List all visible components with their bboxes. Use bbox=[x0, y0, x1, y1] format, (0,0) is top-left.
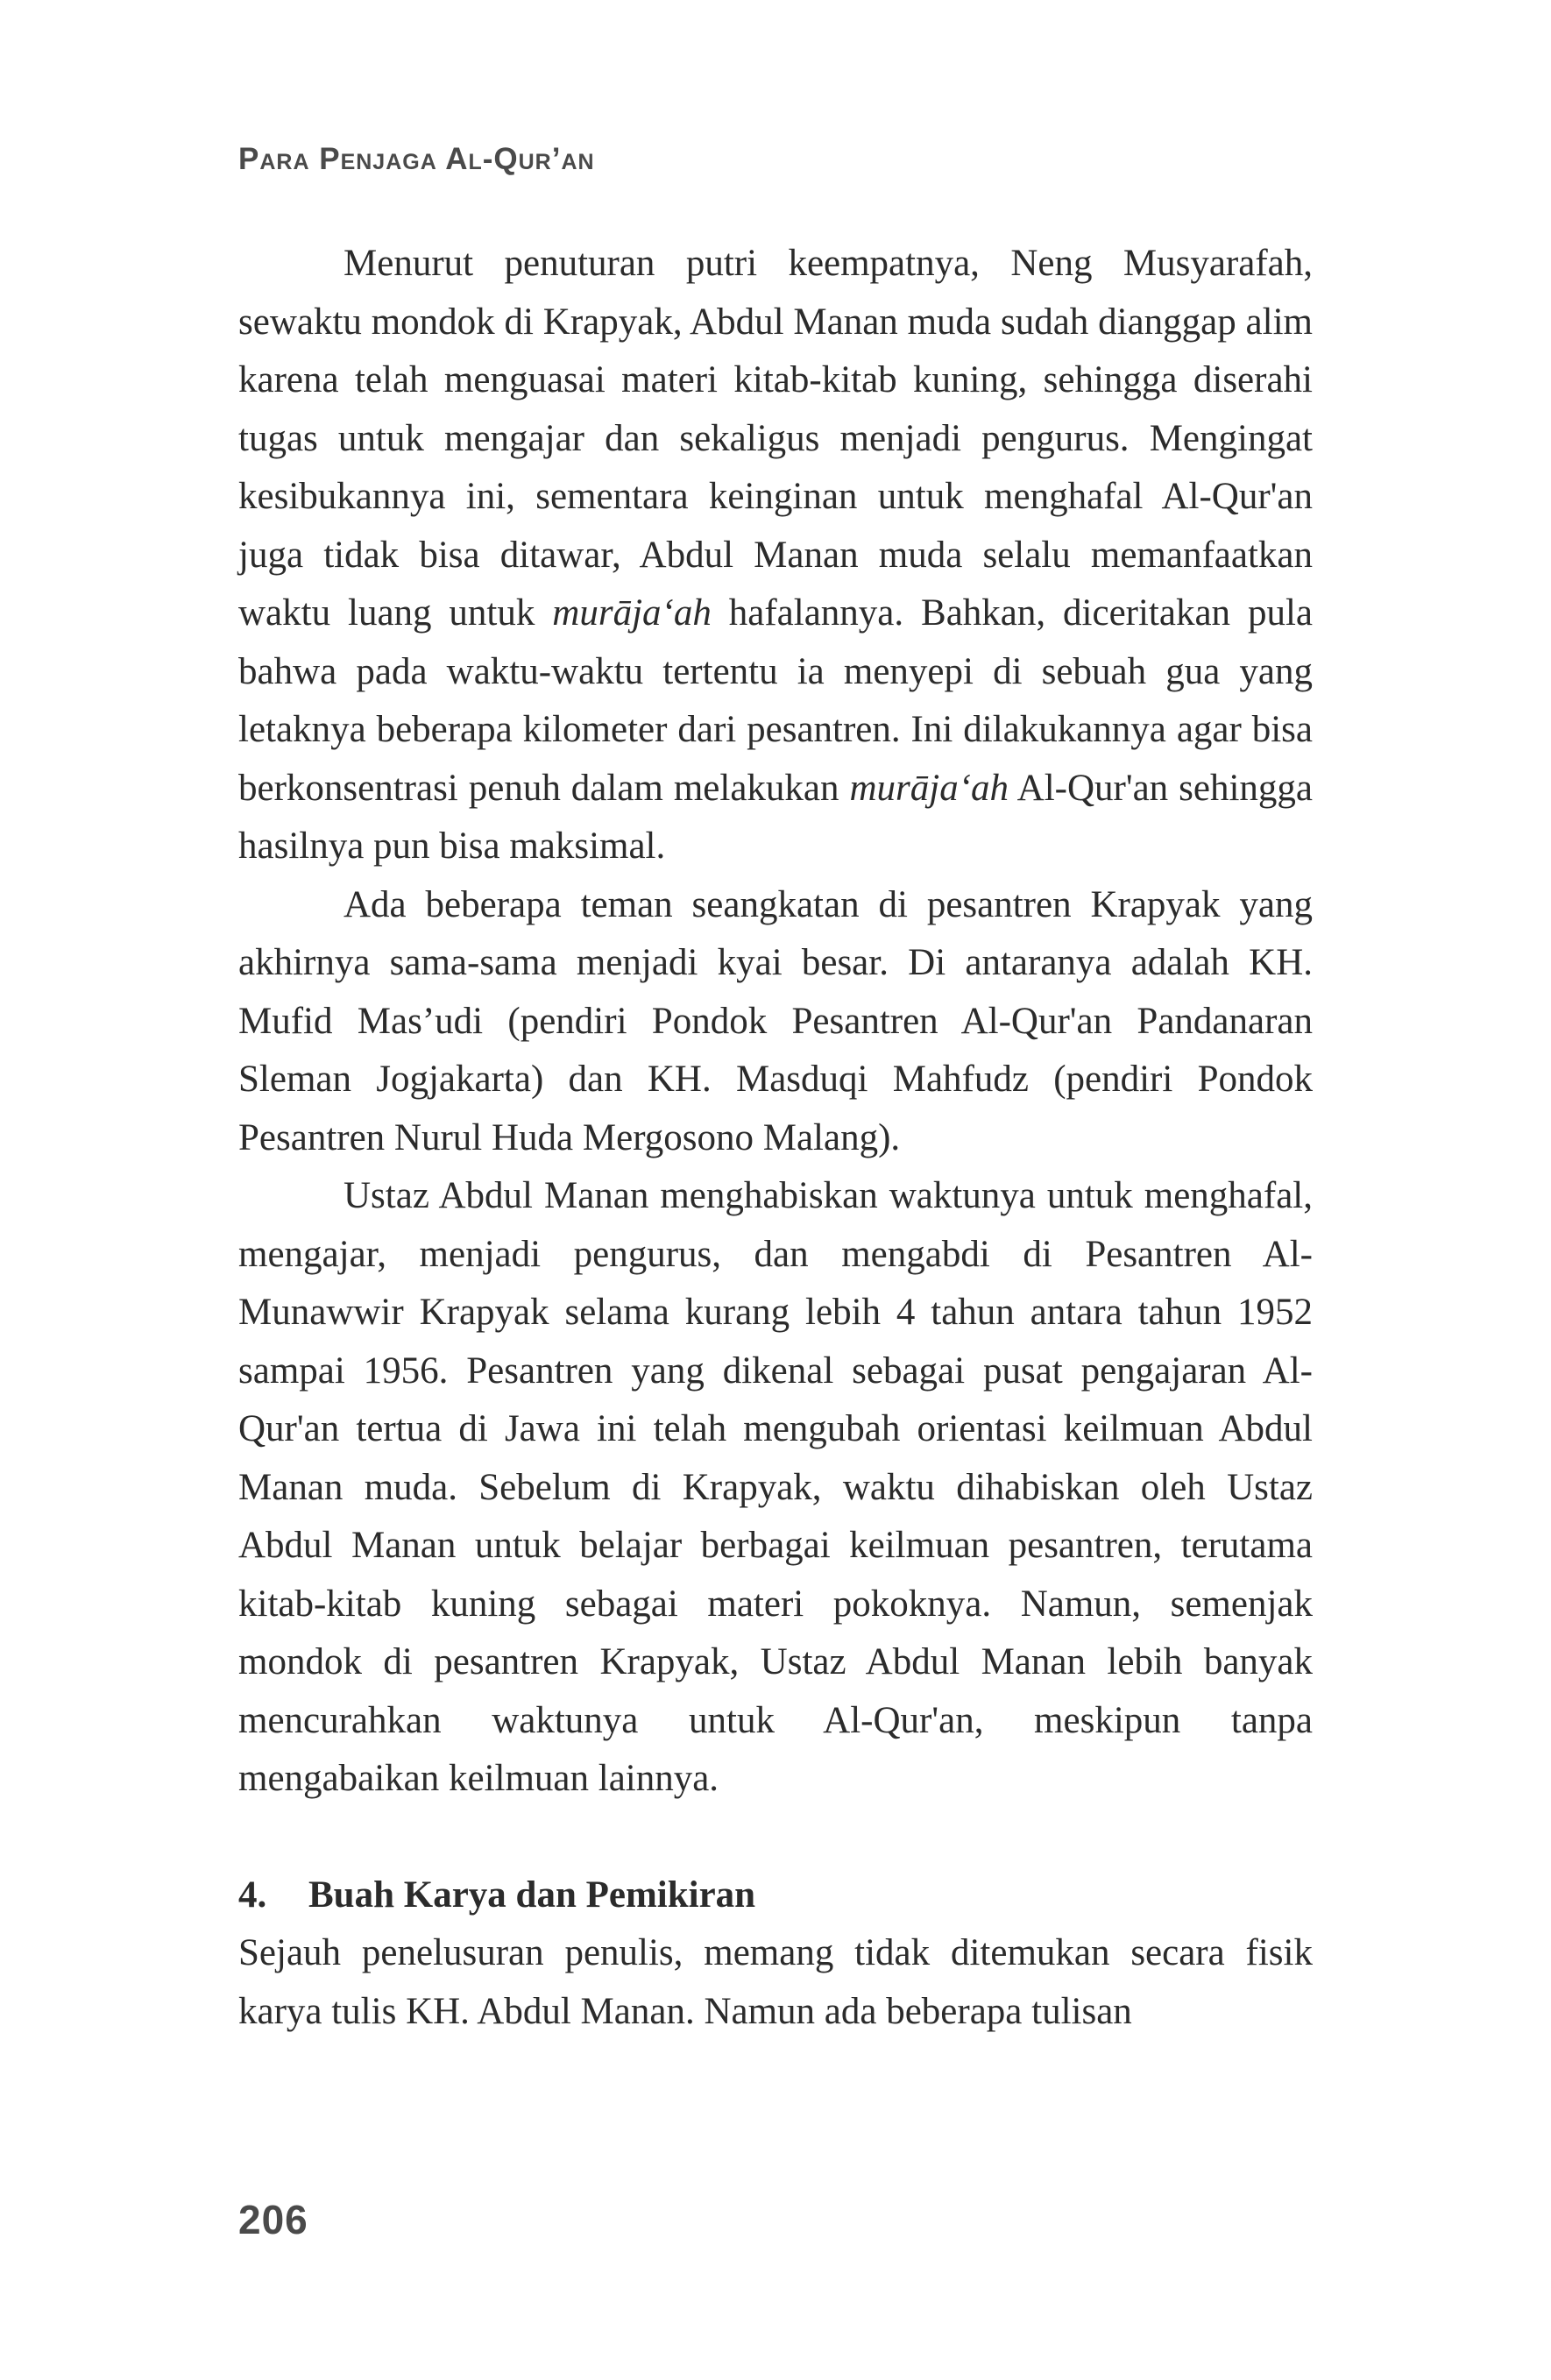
paragraph-3: Ustaz Abdul Manan menghabiskan waktunya untuk menghafal, mengajar, menjadi pengurus, dan mengabdi di Pesantren Al-Munawwir Krapyak selama kurang lebih 4 tahun antara tahun 1952 sampai 1956. Pesantren yang dikenal sebagai pusat pengajaran Al-Qur'an tertua di Jawa ini telah mengubah orientasi keilmuan Abdul Manan muda. Sebelum di Krapyak, waktu dihabiskan oleh Ustaz Abdul Manan untuk belajar berbagai keilmuan pesantren, terutama kitab-kitab kuning sebagai materi pokoknya. Namun, semenjak mondok di pesantren Krapyak, Ustaz Abdul Manan lebih banyak mencurahkan waktunya untuk Al-Qur'an, meskipun tanpa mengabaikan keilmuan lainnya. bbox=[238, 1175, 1313, 1799]
paragraph-1 bbox=[238, 235, 1313, 876]
paragraph-4: Sejauh penelusuran penulis, memang tidak ditemukan secara fisik karya tulis KH. Abdul Manan. Namun ada beberapa tulisan bbox=[238, 1932, 1313, 2032]
paragraph-1-part-1: Menurut penuturan putri keempatnya, Neng Musyarafah, sewaktu mondok di Krapyak, Abdul Manan muda sudah dianggap alim karena telah menguasai materi kitab-kitab kuning, sehingga diserahi tugas untuk mengajar dan sekaligus menjadi pengurus. Mengingat kesibukannya ini, sementara keinginan untuk menghafal Al-Qur'an juga tidak bisa ditawar, Abdul Manan muda selalu memanfaatkan waktu luang untuk bbox=[238, 243, 1313, 634]
section-number: 4. bbox=[238, 1874, 267, 1916]
paragraph-1-part-3: Al-Qur'an sehingga hasilnya pun bisa maksimal. bbox=[238, 767, 1313, 867]
section-title: Buah Karya dan Pemikiran bbox=[308, 1874, 756, 1916]
paragraph-2: Ada beberapa teman seangkatan di pesantren Krapyak yang akhirnya sama-sama menjadi kyai besar. Di antaranya adalah KH. Mufid Mas’udi (pendiri Pondok Pesantren Al-Qur'an Pandanaran Sleman Jogjakarta) dan KH. Masduqi Mahfudz (pendiri Pondok Pesantren Nurul Huda Mergosono Malang). bbox=[238, 883, 1313, 1158]
paragraph-1-part-2: hafalannya. Bahkan, diceritakan pula bahwa pada waktu-waktu tertentu ia menyepi di sebuah gua yang letaknya beberapa kilometer dari pesantren. Ini dilakukannya agar bisa berkonsentrasi penuh dalam melakukan bbox=[238, 592, 1313, 809]
italic-term-muraja-ah: murāja‘ah bbox=[552, 592, 712, 634]
section-heading bbox=[238, 1866, 1313, 1925]
page-number: 206 bbox=[238, 2197, 308, 2242]
body-text bbox=[238, 235, 1313, 2041]
running-head: Para Penjaga Al-Qur’an bbox=[238, 142, 595, 176]
italic-term-muraja-ah: murāja‘ah bbox=[849, 767, 1009, 809]
